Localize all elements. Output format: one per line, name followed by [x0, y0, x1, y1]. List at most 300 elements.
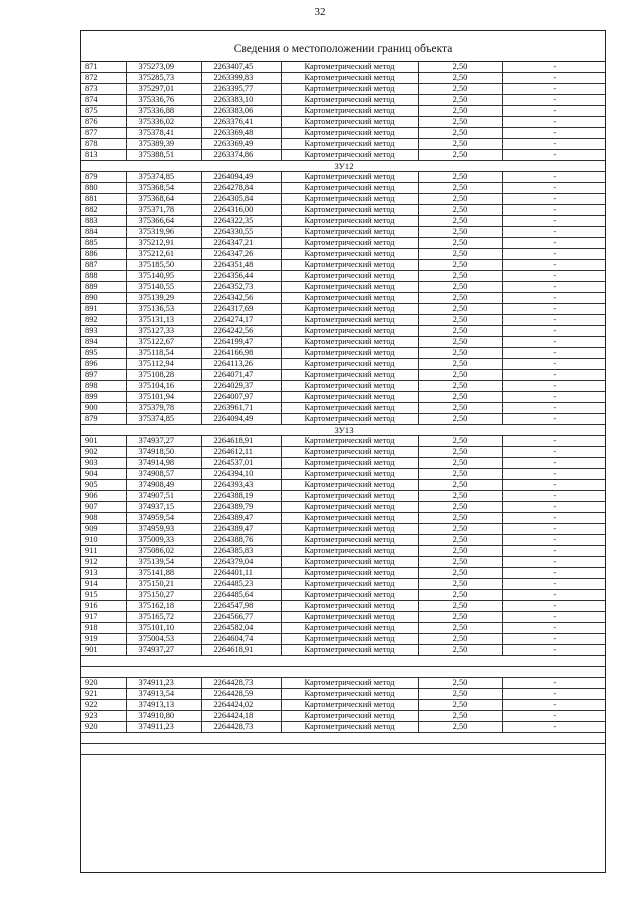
point-number-cell: 890 — [81, 293, 126, 304]
description-cell: - — [502, 381, 606, 392]
x-coordinate-cell: 374908,49 — [126, 480, 201, 491]
x-coordinate-cell: 374959,54 — [126, 513, 201, 524]
x-coordinate-cell: 375118,54 — [126, 348, 201, 359]
method-cell: Картометрический метод — [281, 700, 418, 711]
table-row — [81, 304, 606, 315]
point-number-cell: 884 — [81, 227, 126, 238]
x-coordinate-cell: 375127,33 — [126, 326, 201, 337]
x-coordinate-cell: 375285,73 — [126, 73, 201, 84]
method-cell: Картометрический метод — [281, 260, 418, 271]
table-row — [81, 62, 606, 73]
method-cell: Картометрический метод — [281, 216, 418, 227]
x-coordinate-cell: 375378,41 — [126, 128, 201, 139]
table-row — [81, 722, 606, 733]
y-coordinate-cell: 2264424,02 — [201, 700, 281, 711]
x-coordinate-cell: 375336,88 — [126, 106, 201, 117]
description-cell: - — [502, 205, 606, 216]
method-cell: Картометрический метод — [281, 249, 418, 260]
table-row — [81, 502, 606, 513]
table-row — [81, 227, 606, 238]
y-coordinate-cell: 2264547,98 — [201, 601, 281, 612]
table-row — [81, 73, 606, 84]
description-cell: - — [502, 447, 606, 458]
table-row — [81, 612, 606, 623]
method-cell: Картометрический метод — [281, 73, 418, 84]
description-cell: - — [502, 689, 606, 700]
boundary-points-table — [81, 62, 606, 755]
accuracy-cell: 2,50 — [418, 524, 502, 535]
method-cell: Картометрический метод — [281, 205, 418, 216]
table-row — [81, 238, 606, 249]
description-cell: - — [502, 315, 606, 326]
y-coordinate-cell: 2263407,45 — [201, 62, 281, 73]
table-row — [81, 183, 606, 194]
accuracy-cell: 2,50 — [418, 326, 502, 337]
point-number-cell: 918 — [81, 623, 126, 634]
y-coordinate-cell: 2264389,47 — [201, 524, 281, 535]
point-number-cell: 895 — [81, 348, 126, 359]
x-coordinate-cell: 375108,28 — [126, 370, 201, 381]
accuracy-cell: 2,50 — [418, 403, 502, 414]
blank-cell — [81, 744, 606, 755]
x-coordinate-cell: 375388,51 — [126, 150, 201, 161]
accuracy-cell: 2,50 — [418, 568, 502, 579]
table-row — [81, 216, 606, 227]
method-cell: Картометрический метод — [281, 458, 418, 469]
accuracy-cell: 2,50 — [418, 249, 502, 260]
method-cell: Картометрический метод — [281, 370, 418, 381]
method-cell: Картометрический метод — [281, 95, 418, 106]
x-coordinate-cell: 375139,54 — [126, 557, 201, 568]
method-cell: Картометрический метод — [281, 678, 418, 689]
y-coordinate-cell: 2264385,83 — [201, 546, 281, 557]
method-cell: Картометрический метод — [281, 337, 418, 348]
accuracy-cell: 2,50 — [418, 623, 502, 634]
point-number-cell: 871 — [81, 62, 126, 73]
method-cell: Картометрический метод — [281, 535, 418, 546]
accuracy-cell: 2,50 — [418, 293, 502, 304]
method-cell: Картометрический метод — [281, 612, 418, 623]
method-cell: Картометрический метод — [281, 62, 418, 73]
accuracy-cell: 2,50 — [418, 150, 502, 161]
table-heading: Сведения о местоположении границ объекта — [81, 31, 605, 62]
accuracy-cell: 2,50 — [418, 260, 502, 271]
description-cell: - — [502, 557, 606, 568]
y-coordinate-cell: 2263369,48 — [201, 128, 281, 139]
y-coordinate-cell: 2264316,00 — [201, 205, 281, 216]
x-coordinate-cell: 375212,61 — [126, 249, 201, 260]
point-number-cell: 893 — [81, 326, 126, 337]
y-coordinate-cell: 2264071,47 — [201, 370, 281, 381]
accuracy-cell: 2,50 — [418, 73, 502, 84]
point-number-cell: 894 — [81, 337, 126, 348]
table-row — [81, 172, 606, 183]
table-row — [81, 590, 606, 601]
accuracy-cell: 2,50 — [418, 282, 502, 293]
point-number-cell: 901 — [81, 436, 126, 447]
description-cell: - — [502, 260, 606, 271]
x-coordinate-cell: 375185,50 — [126, 260, 201, 271]
point-number-cell: 915 — [81, 590, 126, 601]
accuracy-cell: 2,50 — [418, 590, 502, 601]
table-row — [81, 271, 606, 282]
accuracy-cell: 2,50 — [418, 128, 502, 139]
point-number-cell: 889 — [81, 282, 126, 293]
method-cell: Картометрический метод — [281, 359, 418, 370]
method-cell: Картометрический метод — [281, 293, 418, 304]
point-number-cell: 813 — [81, 150, 126, 161]
blank-cell — [81, 733, 606, 744]
method-cell: Картометрический метод — [281, 557, 418, 568]
accuracy-cell: 2,50 — [418, 689, 502, 700]
point-number-cell: 923 — [81, 711, 126, 722]
method-cell: Картометрический метод — [281, 227, 418, 238]
description-cell: - — [502, 128, 606, 139]
method-cell: Картометрический метод — [281, 117, 418, 128]
table-row — [81, 359, 606, 370]
point-number-cell: 881 — [81, 194, 126, 205]
description-cell: - — [502, 282, 606, 293]
table-row — [81, 623, 606, 634]
description-cell: - — [502, 62, 606, 73]
x-coordinate-cell: 374911,23 — [126, 722, 201, 733]
x-coordinate-cell: 375273,09 — [126, 62, 201, 73]
table-row — [81, 282, 606, 293]
y-coordinate-cell: 2264618,91 — [201, 645, 281, 656]
method-cell: Картометрический метод — [281, 183, 418, 194]
description-cell: - — [502, 612, 606, 623]
y-coordinate-cell: 2264305,84 — [201, 194, 281, 205]
y-coordinate-cell: 2264274,17 — [201, 315, 281, 326]
accuracy-cell: 2,50 — [418, 579, 502, 590]
x-coordinate-cell: 375374,85 — [126, 414, 201, 425]
point-number-cell: 876 — [81, 117, 126, 128]
table-row — [81, 557, 606, 568]
point-number-cell: 899 — [81, 392, 126, 403]
accuracy-cell: 2,50 — [418, 678, 502, 689]
method-cell: Картометрический метод — [281, 271, 418, 282]
method-cell: Картометрический метод — [281, 590, 418, 601]
y-coordinate-cell: 2263383,10 — [201, 95, 281, 106]
x-coordinate-cell: 374937,27 — [126, 436, 201, 447]
method-cell: Картометрический метод — [281, 480, 418, 491]
y-coordinate-cell: 2264485,64 — [201, 590, 281, 601]
description-cell: - — [502, 95, 606, 106]
accuracy-cell: 2,50 — [418, 238, 502, 249]
accuracy-cell: 2,50 — [418, 106, 502, 117]
method-cell: Картометрический метод — [281, 568, 418, 579]
accuracy-cell: 2,50 — [418, 711, 502, 722]
accuracy-cell: 2,50 — [418, 62, 502, 73]
description-cell: - — [502, 601, 606, 612]
x-coordinate-cell: 374907,51 — [126, 491, 201, 502]
point-number-cell: 879 — [81, 172, 126, 183]
x-coordinate-cell: 374911,23 — [126, 678, 201, 689]
table-row — [81, 700, 606, 711]
method-cell: Картометрический метод — [281, 414, 418, 425]
method-cell: Картометрический метод — [281, 491, 418, 502]
point-number-cell: 911 — [81, 546, 126, 557]
x-coordinate-cell: 375139,29 — [126, 293, 201, 304]
table-row — [81, 480, 606, 491]
x-coordinate-cell: 374913,13 — [126, 700, 201, 711]
section-label: ЗУ12 — [81, 161, 606, 172]
table-row — [81, 139, 606, 150]
x-coordinate-cell: 375389,39 — [126, 139, 201, 150]
x-coordinate-cell: 375104,16 — [126, 381, 201, 392]
table-row — [81, 711, 606, 722]
table-row — [81, 403, 606, 414]
x-coordinate-cell: 375086,02 — [126, 546, 201, 557]
x-coordinate-cell: 375004,53 — [126, 634, 201, 645]
y-coordinate-cell: 2264485,23 — [201, 579, 281, 590]
x-coordinate-cell: 375150,21 — [126, 579, 201, 590]
description-cell: - — [502, 436, 606, 447]
y-coordinate-cell: 2264566,77 — [201, 612, 281, 623]
point-number-cell: 904 — [81, 469, 126, 480]
y-coordinate-cell: 2263374,86 — [201, 150, 281, 161]
x-coordinate-cell: 375141,88 — [126, 568, 201, 579]
section-label: ЗУ13 — [81, 425, 606, 436]
description-cell: - — [502, 194, 606, 205]
accuracy-cell: 2,50 — [418, 348, 502, 359]
description-cell: - — [502, 403, 606, 414]
method-cell: Картометрический метод — [281, 469, 418, 480]
method-cell: Картометрический метод — [281, 689, 418, 700]
accuracy-cell: 2,50 — [418, 700, 502, 711]
y-coordinate-cell: 2264389,79 — [201, 502, 281, 513]
description-cell: - — [502, 216, 606, 227]
x-coordinate-cell: 375379,78 — [126, 403, 201, 414]
point-number-cell: 922 — [81, 700, 126, 711]
point-number-cell: 888 — [81, 271, 126, 282]
point-number-cell: 896 — [81, 359, 126, 370]
point-number-cell: 887 — [81, 260, 126, 271]
accuracy-cell: 2,50 — [418, 502, 502, 513]
method-cell: Картометрический метод — [281, 711, 418, 722]
x-coordinate-cell: 374913,54 — [126, 689, 201, 700]
x-coordinate-cell: 375162,18 — [126, 601, 201, 612]
method-cell: Картометрический метод — [281, 84, 418, 95]
point-number-cell: 886 — [81, 249, 126, 260]
y-coordinate-cell: 2264342,56 — [201, 293, 281, 304]
table-row — [81, 524, 606, 535]
point-number-cell: 919 — [81, 634, 126, 645]
method-cell: Картометрический метод — [281, 172, 418, 183]
y-coordinate-cell: 2264379,04 — [201, 557, 281, 568]
method-cell: Картометрический метод — [281, 392, 418, 403]
point-number-cell: 872 — [81, 73, 126, 84]
x-coordinate-cell: 375112,94 — [126, 359, 201, 370]
accuracy-cell: 2,50 — [418, 337, 502, 348]
accuracy-cell: 2,50 — [418, 480, 502, 491]
point-number-cell: 907 — [81, 502, 126, 513]
method-cell: Картометрический метод — [281, 403, 418, 414]
y-coordinate-cell: 2264393,43 — [201, 480, 281, 491]
method-cell: Картометрический метод — [281, 513, 418, 524]
point-number-cell: 914 — [81, 579, 126, 590]
accuracy-cell: 2,50 — [418, 227, 502, 238]
x-coordinate-cell: 375297,01 — [126, 84, 201, 95]
x-coordinate-cell: 375374,85 — [126, 172, 201, 183]
method-cell: Картометрический метод — [281, 348, 418, 359]
accuracy-cell: 2,50 — [418, 84, 502, 95]
description-cell: - — [502, 469, 606, 480]
x-coordinate-cell: 375336,76 — [126, 95, 201, 106]
blank-row — [81, 656, 606, 667]
method-cell: Картометрический метод — [281, 326, 418, 337]
y-coordinate-cell: 2264428,59 — [201, 689, 281, 700]
point-number-cell: 917 — [81, 612, 126, 623]
accuracy-cell: 2,50 — [418, 612, 502, 623]
point-number-cell: 920 — [81, 678, 126, 689]
x-coordinate-cell: 374937,27 — [126, 645, 201, 656]
x-coordinate-cell: 375368,64 — [126, 194, 201, 205]
description-cell: - — [502, 183, 606, 194]
y-coordinate-cell: 2264351,48 — [201, 260, 281, 271]
method-cell: Картометрический метод — [281, 623, 418, 634]
description-cell: - — [502, 326, 606, 337]
y-coordinate-cell: 2264317,69 — [201, 304, 281, 315]
description-cell: - — [502, 645, 606, 656]
table-row — [81, 150, 606, 161]
y-coordinate-cell: 2264199,47 — [201, 337, 281, 348]
description-cell: - — [502, 513, 606, 524]
description-cell: - — [502, 546, 606, 557]
point-number-cell: 901 — [81, 645, 126, 656]
x-coordinate-cell: 375212,91 — [126, 238, 201, 249]
document-frame — [80, 30, 606, 873]
y-coordinate-cell: 2264356,44 — [201, 271, 281, 282]
y-coordinate-cell: 2263376,41 — [201, 117, 281, 128]
accuracy-cell: 2,50 — [418, 392, 502, 403]
description-cell: - — [502, 535, 606, 546]
table-row — [81, 381, 606, 392]
method-cell: Картометрический метод — [281, 238, 418, 249]
point-number-cell: 903 — [81, 458, 126, 469]
section-row — [81, 425, 606, 436]
blank-row — [81, 744, 606, 755]
point-number-cell: 906 — [81, 491, 126, 502]
x-coordinate-cell: 375140,55 — [126, 282, 201, 293]
y-coordinate-cell: 2264347,21 — [201, 238, 281, 249]
method-cell: Картометрический метод — [281, 436, 418, 447]
method-cell: Картометрический метод — [281, 722, 418, 733]
description-cell: - — [502, 139, 606, 150]
y-coordinate-cell: 2264166,98 — [201, 348, 281, 359]
table-row — [81, 568, 606, 579]
description-cell: - — [502, 84, 606, 95]
table-row — [81, 326, 606, 337]
point-number-cell: 913 — [81, 568, 126, 579]
point-number-cell: 908 — [81, 513, 126, 524]
accuracy-cell: 2,50 — [418, 172, 502, 183]
method-cell: Картометрический метод — [281, 150, 418, 161]
y-coordinate-cell: 2264537,01 — [201, 458, 281, 469]
y-coordinate-cell: 2264242,56 — [201, 326, 281, 337]
table-row — [81, 579, 606, 590]
accuracy-cell: 2,50 — [418, 381, 502, 392]
accuracy-cell: 2,50 — [418, 491, 502, 502]
table-row — [81, 249, 606, 260]
description-cell: - — [502, 370, 606, 381]
method-cell: Картометрический метод — [281, 634, 418, 645]
accuracy-cell: 2,50 — [418, 304, 502, 315]
table-row — [81, 414, 606, 425]
method-cell: Картометрический метод — [281, 128, 418, 139]
table-row — [81, 194, 606, 205]
table-body — [81, 62, 606, 755]
section-row — [81, 161, 606, 172]
accuracy-cell: 2,50 — [418, 546, 502, 557]
point-number-cell: 879 — [81, 414, 126, 425]
method-cell: Картометрический метод — [281, 106, 418, 117]
point-number-cell: 891 — [81, 304, 126, 315]
method-cell: Картометрический метод — [281, 381, 418, 392]
point-number-cell: 873 — [81, 84, 126, 95]
x-coordinate-cell: 375371,78 — [126, 205, 201, 216]
x-coordinate-cell: 375101,10 — [126, 623, 201, 634]
point-number-cell: 900 — [81, 403, 126, 414]
description-cell: - — [502, 458, 606, 469]
y-coordinate-cell: 2264352,73 — [201, 282, 281, 293]
y-coordinate-cell: 2263369,49 — [201, 139, 281, 150]
x-coordinate-cell: 375131,13 — [126, 315, 201, 326]
x-coordinate-cell: 375319,96 — [126, 227, 201, 238]
accuracy-cell: 2,50 — [418, 458, 502, 469]
x-coordinate-cell: 375101,94 — [126, 392, 201, 403]
table-row — [81, 601, 606, 612]
table-row — [81, 546, 606, 557]
accuracy-cell: 2,50 — [418, 370, 502, 381]
description-cell: - — [502, 568, 606, 579]
y-coordinate-cell: 2264424,18 — [201, 711, 281, 722]
description-cell: - — [502, 337, 606, 348]
description-cell: - — [502, 304, 606, 315]
table-row — [81, 348, 606, 359]
point-number-cell: 880 — [81, 183, 126, 194]
method-cell: Картометрический метод — [281, 194, 418, 205]
point-number-cell: 905 — [81, 480, 126, 491]
description-cell: - — [502, 106, 606, 117]
table-row — [81, 337, 606, 348]
accuracy-cell: 2,50 — [418, 447, 502, 458]
y-coordinate-cell: 2264347,26 — [201, 249, 281, 260]
point-number-cell: 877 — [81, 128, 126, 139]
accuracy-cell: 2,50 — [418, 645, 502, 656]
point-number-cell: 920 — [81, 722, 126, 733]
point-number-cell: 897 — [81, 370, 126, 381]
description-cell: - — [502, 480, 606, 491]
accuracy-cell: 2,50 — [418, 194, 502, 205]
x-coordinate-cell: 374918,50 — [126, 447, 201, 458]
table-row — [81, 370, 606, 381]
point-number-cell: 892 — [81, 315, 126, 326]
description-cell: - — [502, 172, 606, 183]
method-cell: Картометрический метод — [281, 315, 418, 326]
y-coordinate-cell: 2264582,04 — [201, 623, 281, 634]
description-cell: - — [502, 414, 606, 425]
y-coordinate-cell: 2264388,76 — [201, 535, 281, 546]
table-row — [81, 205, 606, 216]
x-coordinate-cell: 375136,53 — [126, 304, 201, 315]
blank-cell — [81, 667, 606, 678]
accuracy-cell: 2,50 — [418, 535, 502, 546]
description-cell: - — [502, 502, 606, 513]
point-number-cell: 921 — [81, 689, 126, 700]
description-cell: - — [502, 590, 606, 601]
y-coordinate-cell: 2264389,47 — [201, 513, 281, 524]
